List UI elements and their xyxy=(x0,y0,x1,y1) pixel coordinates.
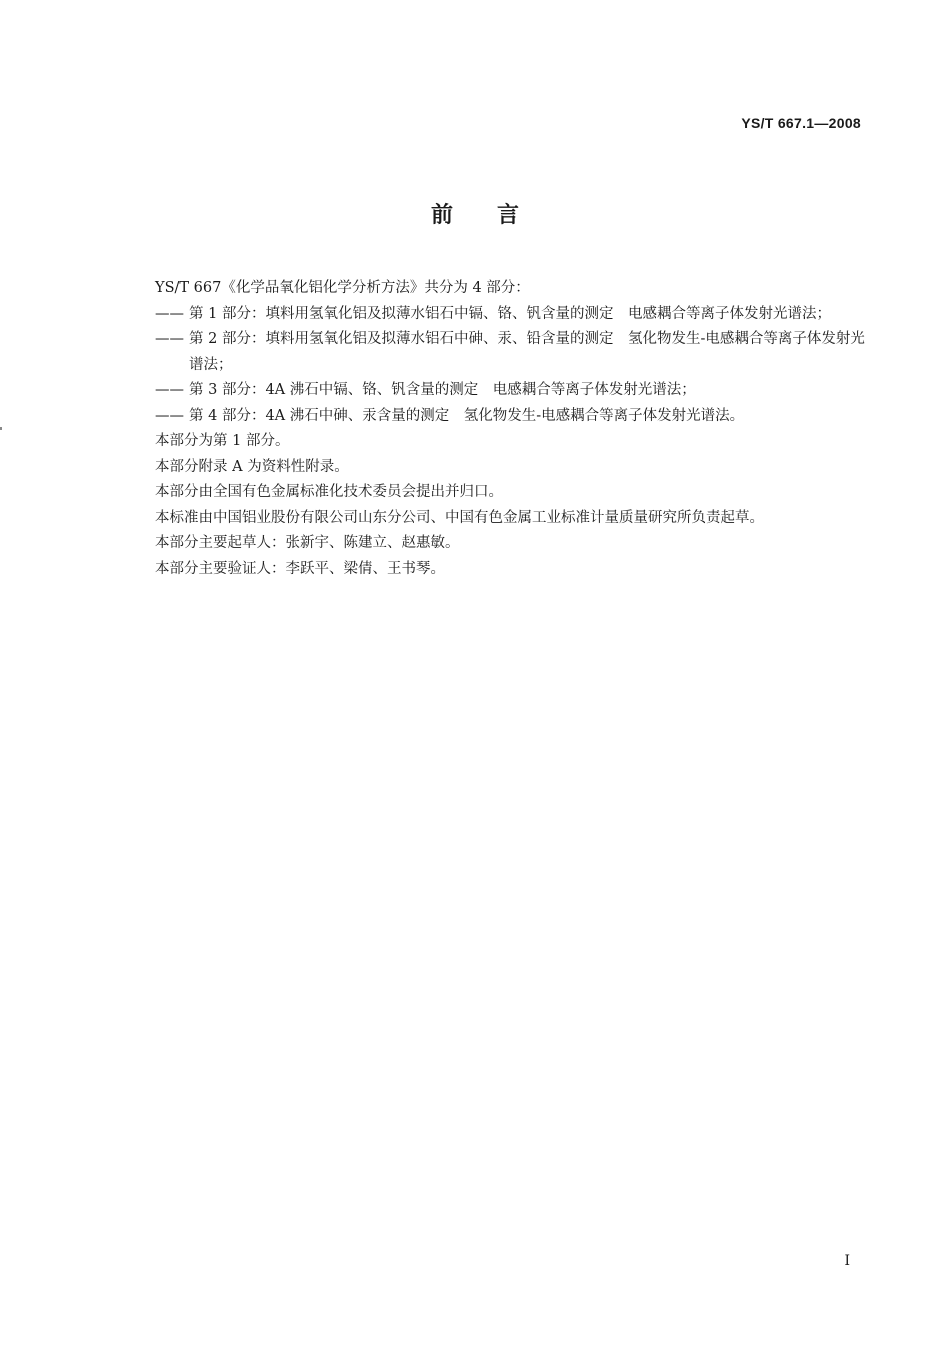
statement-drafters: 本部分主要起草人：张新宇、陈建立、赵惠敏。 xyxy=(155,535,460,551)
part-list-item xyxy=(155,404,867,430)
part-list-item xyxy=(155,378,867,404)
page-number: I xyxy=(844,1253,850,1269)
list-dash: —— xyxy=(155,382,184,398)
part-text: 第 3 部分：4A 沸石中镉、铬、钒含量的测定 电感耦合等离子体发射光谱法； xyxy=(189,382,696,398)
scan-edge-mark xyxy=(0,427,2,430)
standard-number: YS/T 667.1—2008 xyxy=(741,115,861,131)
part-text: 第 2 部分：填料用氢氧化铝及拟薄水铝石中砷、汞、铅含量的测定 氢化物发生-电感耦合等离子体发射光谱法； xyxy=(189,331,865,373)
part-list-item xyxy=(155,302,867,328)
list-dash: —— xyxy=(155,305,184,322)
list-dash: —— xyxy=(155,331,184,347)
intro-paragraph: YS/T 667《化学品氧化铝化学分析方法》共分为 4 部分： xyxy=(155,280,530,296)
list-dash: —— xyxy=(155,407,184,424)
statement-part-number: 本部分为第 1 部分。 xyxy=(155,433,290,449)
statement-drafting-org: 本标准由中国铝业股份有限公司山东分公司、中国有色金属工业标准计量质量研究所负责起草。 xyxy=(155,509,764,526)
part-text: 第 1 部分：填料用氢氧化铝及拟薄水铝石中镉、铬、钒含量的测定 电感耦合等离子体发射光谱法； xyxy=(189,305,831,322)
statement-proposer: 本部分由全国有色金属标准化技术委员会提出并归口。 xyxy=(155,484,503,500)
part-list-item xyxy=(155,327,867,378)
part-text: 第 4 部分：4A 沸石中砷、汞含量的测定 氢化物发生-电感耦合等离子体发射光谱法。 xyxy=(189,407,745,424)
document-body xyxy=(155,276,867,582)
statement-verifiers: 本部分主要验证人：李跃平、梁倩、王书琴。 xyxy=(155,560,445,577)
page-title: 前言 xyxy=(430,203,563,228)
statement-appendix: 本部分附录 A 为资料性附录。 xyxy=(155,458,349,475)
